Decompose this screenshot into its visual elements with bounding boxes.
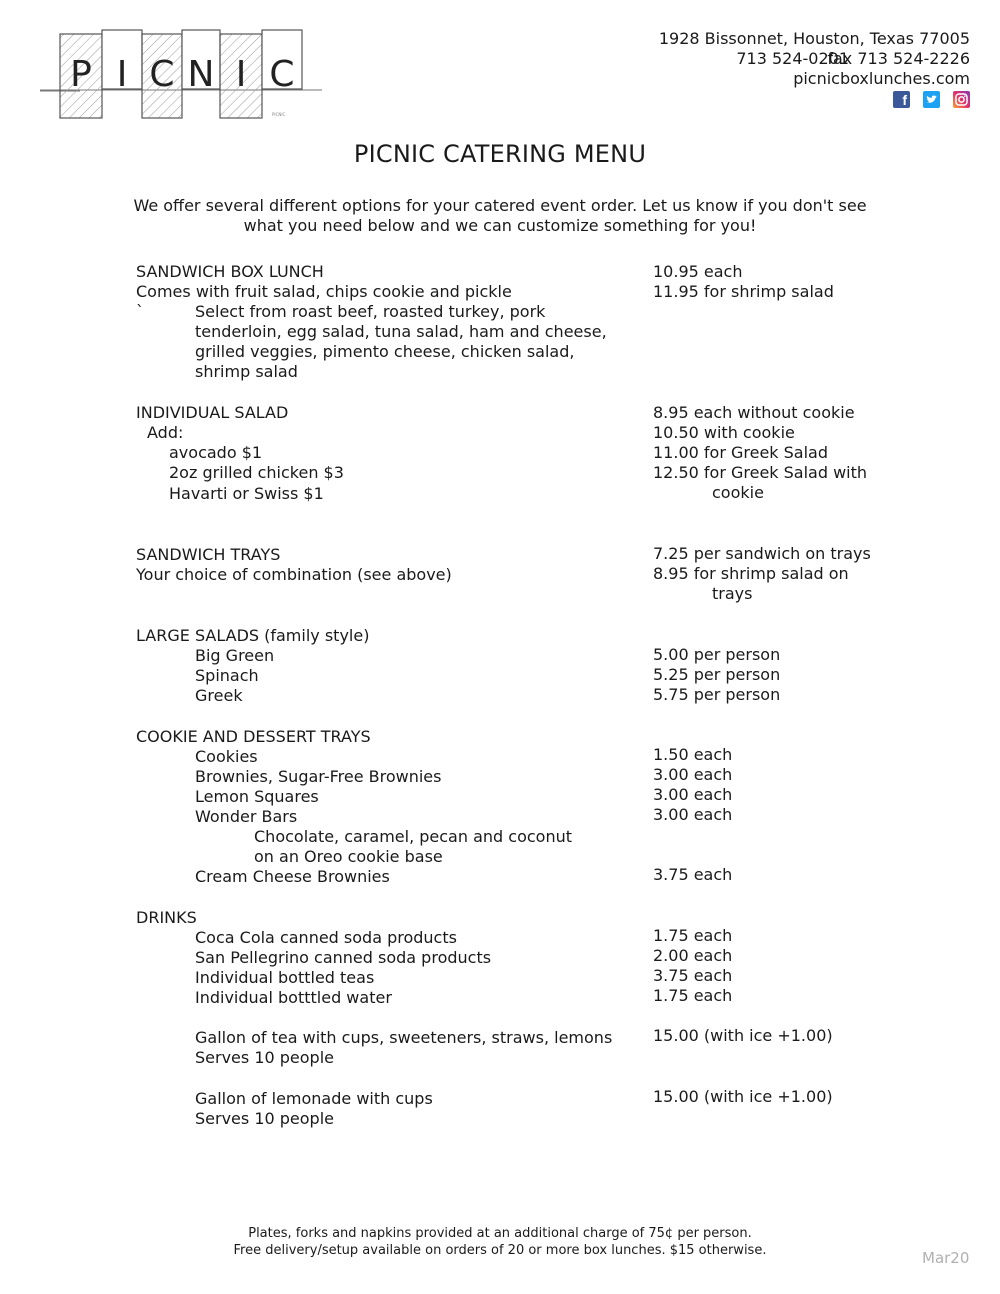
individual-salad-heading: INDIVIDUAL SALAD <box>136 403 289 422</box>
sandwich-box-price: 10.95 each <box>653 262 743 281</box>
large-salad-item: Spinach <box>195 666 259 685</box>
dessert-item: Lemon Squares <box>195 787 319 806</box>
intro-text <box>0 196 1000 236</box>
drink-item: San Pellegrino canned soda products <box>195 948 492 967</box>
salad-price: 10.50 with cookie <box>653 423 795 442</box>
sandwich-choice-line: shrimp salad <box>195 362 298 381</box>
logo-letter-n: N <box>187 54 215 95</box>
footer-note-1: Plates, forks and napkins provided at an additional charge of 75¢ per person. <box>248 1226 752 1241</box>
gallon-tea-price: 15.00 (with ice +1.00) <box>653 1026 833 1045</box>
instagram-icon[interactable] <box>953 91 970 108</box>
dessert-item: Cookies <box>195 747 258 766</box>
sandwich-trays-heading: SANDWICH TRAYS <box>136 545 281 564</box>
addon-item: avocado $1 <box>169 443 263 462</box>
sandwich-box-shrimp-price: 11.95 for shrimp salad <box>653 282 834 301</box>
gallon-tea-serves: Serves 10 people <box>195 1048 334 1067</box>
addon-item: Havarti or Swiss $1 <box>169 484 324 503</box>
large-salad-price: 5.25 per person <box>653 665 781 684</box>
trays-price: 7.25 per sandwich on trays <box>653 544 871 563</box>
dessert-price: 3.75 each <box>653 865 733 884</box>
wonder-bar-description: Chocolate, caramel, pecan and coconut <box>254 827 572 846</box>
large-salad-price: 5.75 per person <box>653 685 781 704</box>
desserts-heading: COOKIE AND DESSERT TRAYS <box>136 727 371 746</box>
dessert-item: Brownies, Sugar-Free Brownies <box>195 767 442 786</box>
phone: 713 524-0201 <box>736 49 849 68</box>
instagram-camera-icon <box>953 91 970 108</box>
dessert-price: 3.00 each <box>653 765 733 784</box>
logo-letter-c2: C <box>269 54 295 95</box>
gallon-tea-item: Gallon of tea with cups, sweeteners, straws, lemons <box>195 1028 613 1047</box>
dessert-item: Cream Cheese Brownies <box>195 867 390 886</box>
dessert-price: 1.50 each <box>653 745 733 764</box>
logo-fine-print: PICNIC <box>272 112 286 117</box>
wonder-bar-description: on an Oreo cookie base <box>254 847 443 866</box>
drink-price: 2.00 each <box>653 946 733 965</box>
logo-letter-i: I <box>116 54 128 95</box>
gallon-lemonade-serves: Serves 10 people <box>195 1109 334 1128</box>
drink-item: Individual bottled teas <box>195 968 375 987</box>
drink-item: Individual botttled water <box>195 988 392 1007</box>
sandwich-box-subheading: Comes with fruit salad, chips cookie and pickle <box>136 282 512 301</box>
gallon-lemonade-item: Gallon of lemonade with cups <box>195 1089 433 1108</box>
sandwich-choice-line: Select from roast beef, roasted turkey, pork <box>195 302 546 321</box>
salad-price: 12.50 for Greek Salad with <box>653 463 868 482</box>
intro-line-1: We offer several different options for your catered event order. Let us know if you don't see <box>133 196 867 215</box>
logo-letter-c: C <box>149 54 175 95</box>
drinks-heading: DRINKS <box>136 908 197 927</box>
drink-price: 3.75 each <box>653 966 733 985</box>
picnic-logo <box>40 28 322 120</box>
large-salad-item: Big Green <box>195 646 275 665</box>
dessert-item: Wonder Bars <box>195 807 298 826</box>
page-title: PICNIC CATERING MENU <box>353 140 647 168</box>
sandwich-trays-subheading: Your choice of combination (see above) <box>136 565 452 584</box>
salad-price-continued: cookie <box>712 483 764 502</box>
large-salad-price: 5.00 per person <box>653 645 781 664</box>
facebook-glyph: f <box>902 92 907 108</box>
dessert-price: 3.00 each <box>653 785 733 804</box>
twitter-bird-icon <box>923 91 940 108</box>
address: 1928 Bissonnet, Houston, Texas 77005 <box>658 29 970 48</box>
sandwich-choice-line: tenderloin, egg salad, tuna salad, ham and cheese, <box>195 322 607 341</box>
addon-item: 2oz grilled chicken $3 <box>169 463 344 482</box>
dessert-price: 3.00 each <box>653 805 733 824</box>
drink-price: 1.75 each <box>653 926 733 945</box>
sandwich-box-heading: SANDWICH BOX LUNCH <box>136 262 324 281</box>
logo-letter-i2: I <box>235 54 247 95</box>
gallon-lemonade-price: 15.00 (with ice +1.00) <box>653 1087 833 1106</box>
large-salad-item: Greek <box>195 686 243 705</box>
salad-price: 8.95 each without cookie <box>653 403 855 422</box>
facebook-icon[interactable] <box>893 91 910 108</box>
twitter-icon[interactable] <box>923 91 940 108</box>
logo-letter-p: P <box>70 54 92 95</box>
website-link[interactable]: picnicboxlunches.com <box>793 69 970 88</box>
trays-price-continued: trays <box>712 584 753 603</box>
addons-label: Add: <box>147 423 184 442</box>
intro-line-2: what you need below and we can customize something for you! <box>243 216 757 235</box>
large-salads-heading: LARGE SALADS (family style) <box>136 626 370 645</box>
version-label: Mar20 <box>922 1249 970 1267</box>
stray-mark: ` <box>136 302 144 321</box>
trays-price: 8.95 for shrimp salad on <box>653 564 849 583</box>
sandwich-choice-line: grilled veggies, pimento cheese, chicken salad, <box>195 342 575 361</box>
drink-item: Coca Cola canned soda products <box>195 928 457 947</box>
drink-price: 1.75 each <box>653 986 733 1005</box>
footer-note-2: Free delivery/setup available on orders of 20 or more box lunches. $15 otherwise. <box>233 1243 767 1258</box>
salad-price: 11.00 for Greek Salad <box>653 443 829 462</box>
fax: fax 713 524-2226 <box>827 49 970 68</box>
